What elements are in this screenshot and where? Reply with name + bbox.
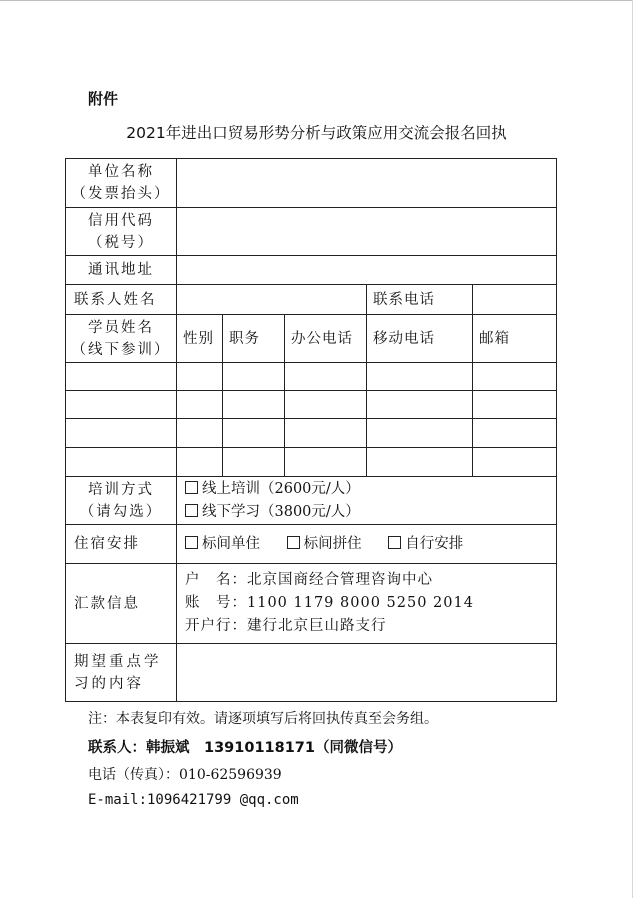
- footer-note: 注：本表复印有效。请逐项填写后将回执传真至会务组。: [88, 711, 438, 727]
- student-row: [66, 363, 557, 391]
- training-mode-options: [177, 477, 557, 525]
- position-header: 职务: [223, 315, 285, 363]
- company-name-field[interactable]: [177, 159, 557, 208]
- row-training-mode: [66, 477, 557, 525]
- account-number: 账 号：1100 1179 8000 5250 2014: [185, 595, 474, 611]
- address-label: 通讯地址: [66, 256, 177, 285]
- account-name: 户 名：北京国商经合管理咨询中心: [185, 572, 433, 588]
- contact-phone-label: 联系电话: [367, 285, 473, 315]
- office-phone-cell[interactable]: [285, 391, 367, 419]
- email-cell[interactable]: [473, 448, 557, 477]
- lodging-options: [177, 525, 557, 564]
- row-contact: [66, 285, 557, 315]
- mobile-phone-cell[interactable]: [367, 363, 473, 391]
- row-remittance: [66, 564, 557, 644]
- student-name-cell[interactable]: [66, 391, 177, 419]
- company-name-label: 单位名称 （发票抬头）: [66, 159, 177, 208]
- position-cell[interactable]: [223, 448, 285, 477]
- mobile-phone-cell[interactable]: [367, 419, 473, 448]
- credit-code-field[interactable]: [177, 208, 557, 256]
- gender-cell[interactable]: [177, 363, 223, 391]
- student-name-cell[interactable]: [66, 419, 177, 448]
- office-phone-cell[interactable]: [285, 363, 367, 391]
- contact-name-label: 联系人姓名: [66, 285, 177, 315]
- email-cell[interactable]: [473, 391, 557, 419]
- student-name-cell[interactable]: [66, 363, 177, 391]
- office-phone-cell[interactable]: [285, 448, 367, 477]
- mobile-phone-cell[interactable]: [367, 448, 473, 477]
- row-student-header: [66, 315, 557, 363]
- footer-phone-fax: 电话（传真）：010-62596939: [88, 767, 282, 783]
- email-cell[interactable]: [473, 419, 557, 448]
- footer-contact: 联系人：韩振斌 13910118171（同微信号）: [88, 740, 402, 756]
- gender-header: 性别: [177, 315, 223, 363]
- page-title: 2021年进出口贸易形势分析与政策应用交流会报名回执: [126, 124, 507, 142]
- mobile-phone-header: 移动电话: [367, 315, 473, 363]
- remittance-info: [177, 564, 557, 644]
- credit-code-label: 信用代码 （税号）: [66, 208, 177, 256]
- registration-form-table: [65, 158, 557, 702]
- lodging-option-single[interactable]: 标间单住: [185, 536, 260, 552]
- training-option-offline[interactable]: 线下学习（3800元/人）: [185, 501, 556, 524]
- training-mode-label: 培训方式 （请勾选）: [66, 477, 177, 525]
- checkbox-icon[interactable]: [185, 536, 198, 549]
- gender-cell[interactable]: [177, 391, 223, 419]
- office-phone-cell[interactable]: [285, 419, 367, 448]
- expectation-label: 期望重点学 习的内容: [66, 644, 177, 702]
- email-header: 邮箱: [473, 315, 557, 363]
- checkbox-icon[interactable]: [185, 504, 198, 517]
- bank-branch: 开户行：建行北京巨山路支行: [185, 618, 387, 634]
- row-address: [66, 256, 557, 285]
- row-lodging: [66, 525, 557, 564]
- lodging-label: 住宿安排: [66, 525, 177, 564]
- row-credit-code: [66, 208, 557, 256]
- checkbox-icon[interactable]: [185, 481, 198, 494]
- expectation-field[interactable]: [177, 644, 557, 702]
- student-row: [66, 391, 557, 419]
- position-cell[interactable]: [223, 363, 285, 391]
- row-company-name: [66, 159, 557, 208]
- page-top-border: [0, 0, 633, 1]
- lodging-option-self[interactable]: 自行安排: [388, 536, 463, 552]
- office-phone-header: 办公电话: [285, 315, 367, 363]
- student-name-cell[interactable]: [66, 448, 177, 477]
- attachment-label: 附件: [88, 90, 119, 108]
- student-row: [66, 419, 557, 448]
- position-cell[interactable]: [223, 391, 285, 419]
- email-cell[interactable]: [473, 363, 557, 391]
- contact-name-field[interactable]: [177, 285, 367, 315]
- row-expectations: [66, 644, 557, 702]
- mobile-phone-cell[interactable]: [367, 391, 473, 419]
- contact-phone-field[interactable]: [473, 285, 557, 315]
- checkbox-icon[interactable]: [388, 536, 401, 549]
- gender-cell[interactable]: [177, 448, 223, 477]
- position-cell[interactable]: [223, 419, 285, 448]
- student-row: [66, 448, 557, 477]
- remittance-label: 汇款信息: [66, 564, 177, 644]
- lodging-option-shared[interactable]: 标间拼住: [287, 536, 362, 552]
- student-name-header: 学员姓名 （线下参训）: [66, 315, 177, 363]
- training-option-online[interactable]: 线上培训（2600元/人）: [185, 478, 556, 501]
- gender-cell[interactable]: [177, 419, 223, 448]
- address-field[interactable]: [177, 256, 557, 285]
- footer-email: E-mail:1096421799 @qq.com: [88, 792, 299, 808]
- checkbox-icon[interactable]: [287, 536, 300, 549]
